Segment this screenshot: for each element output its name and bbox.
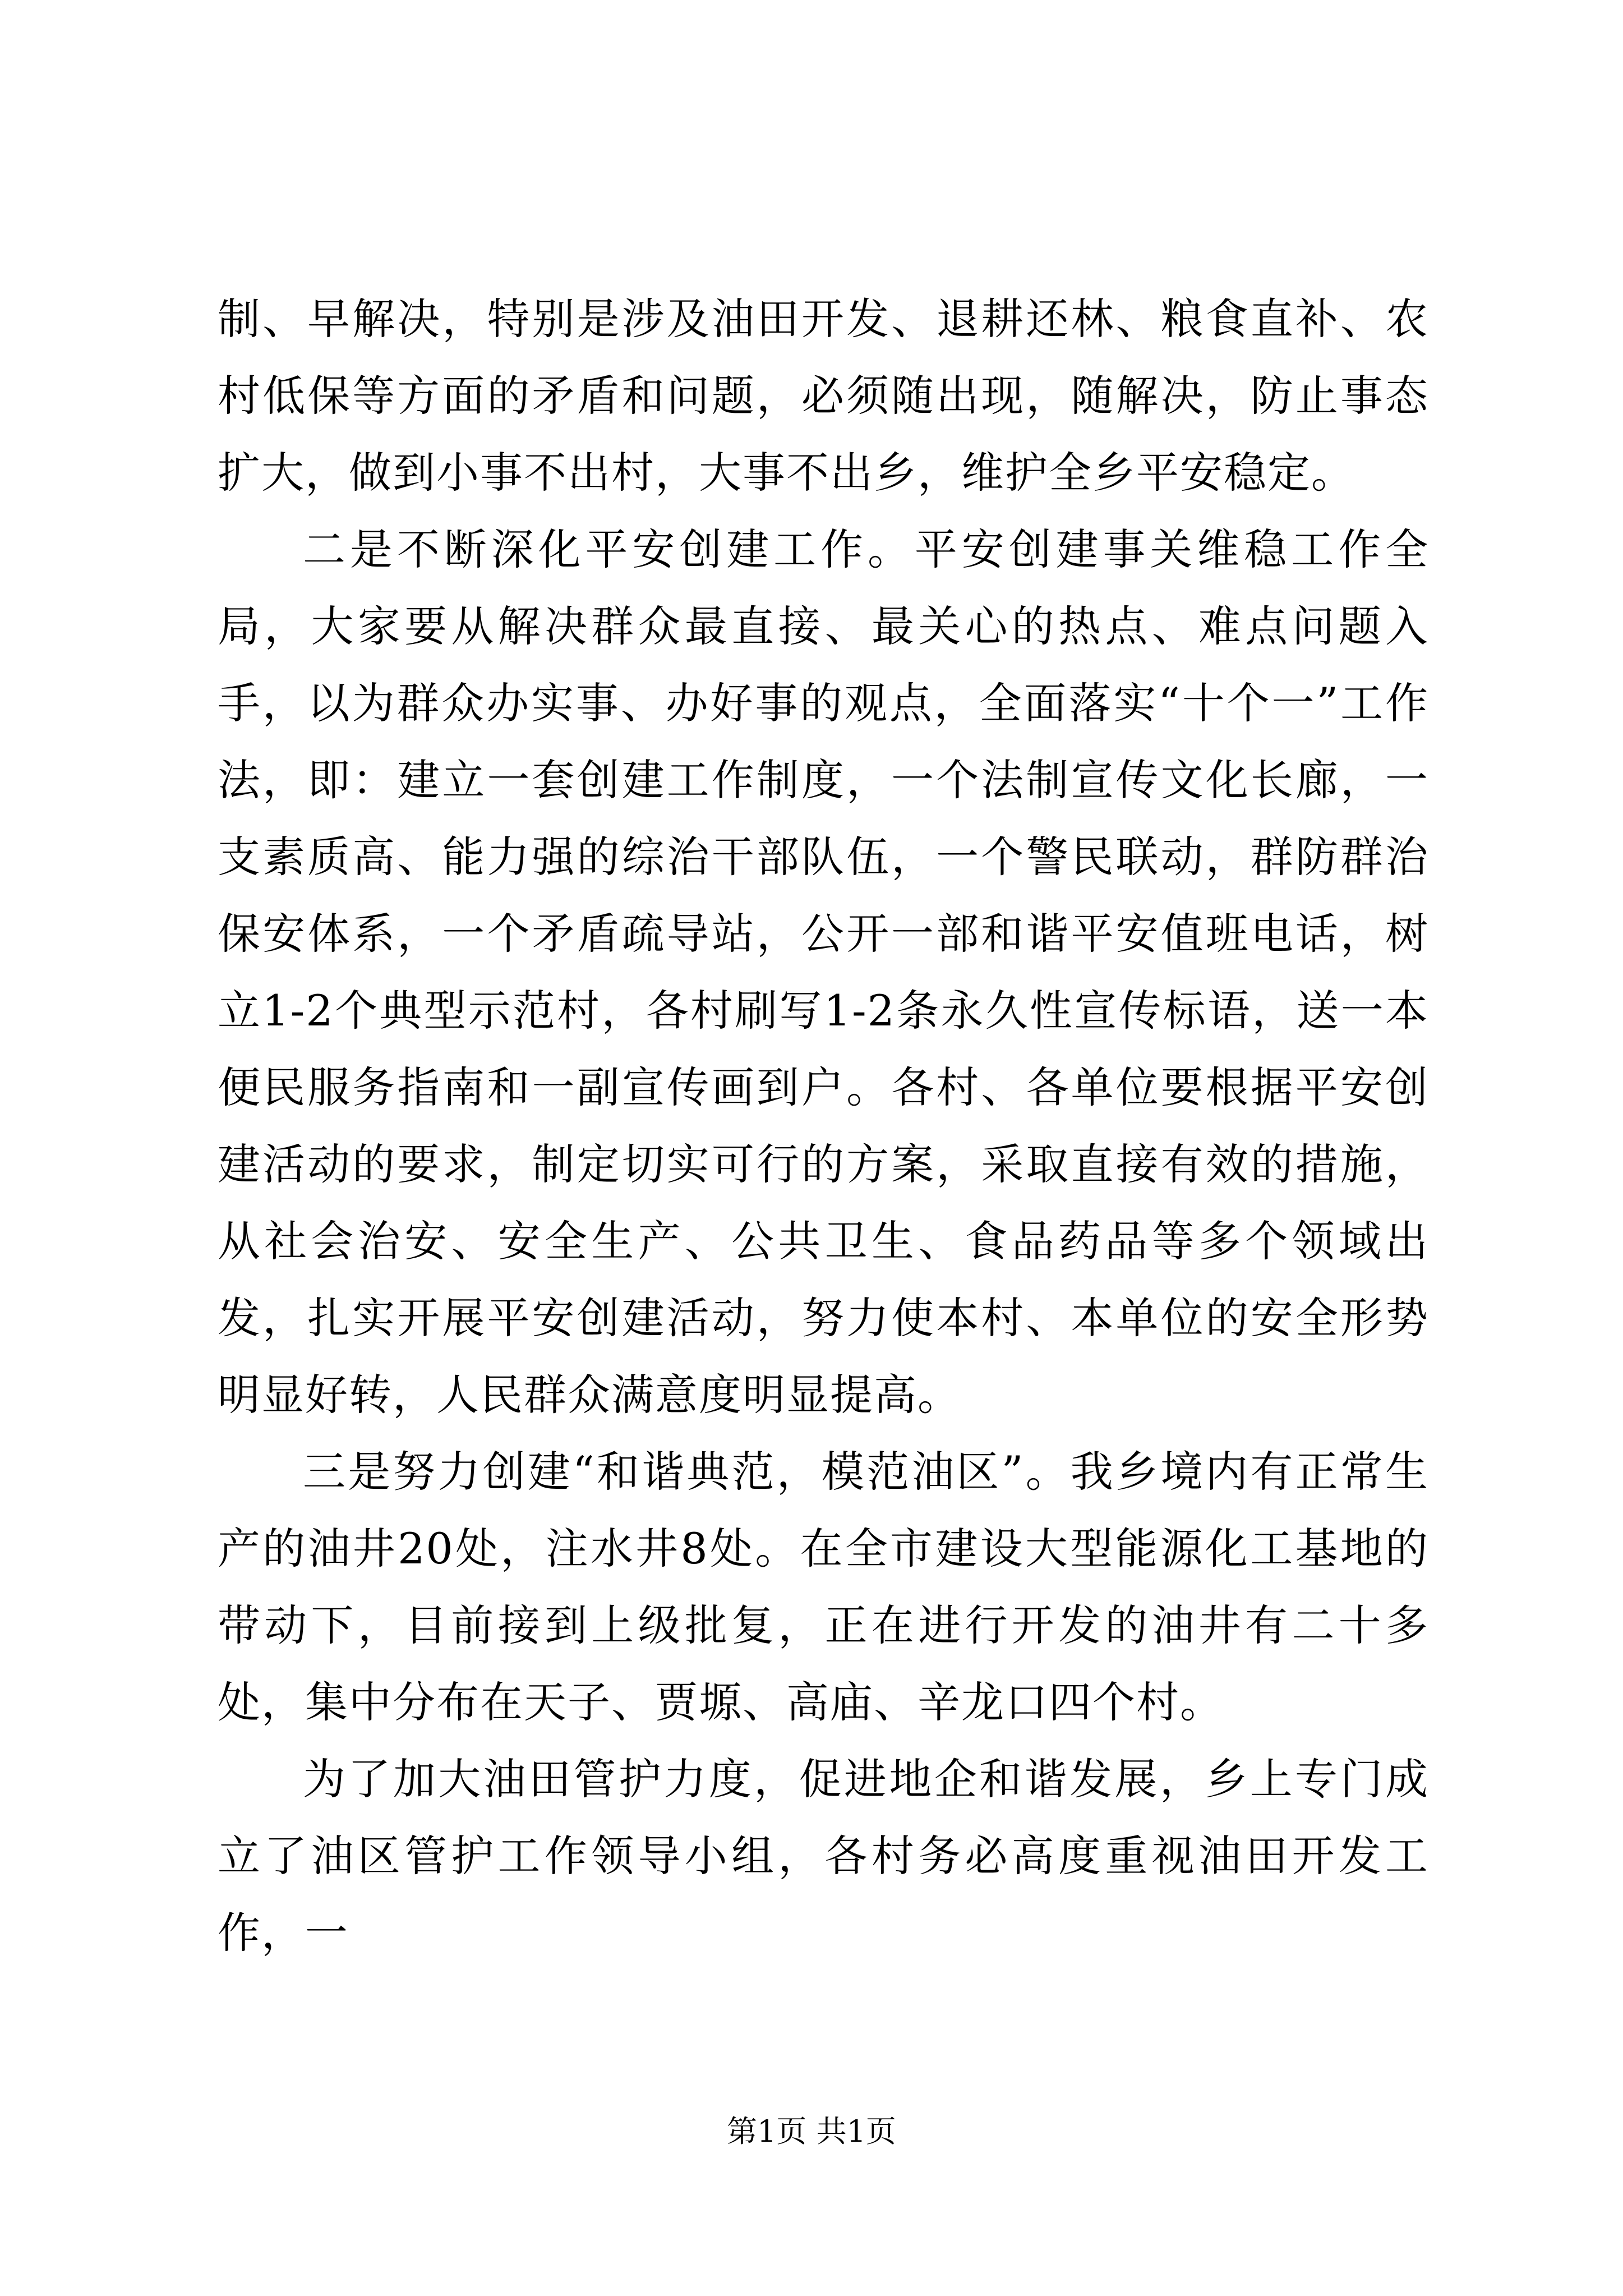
paragraph-oil-region: 三是努力创建“和谐典范，模范油区”。我乡境内有正常生产的油井20处，注水井8处。在全市建设大型能源化工基地的带动下，目前接到上级批复，正在进行开发的油井有二十多处，集中分布在天子、贾塬、高庙、辛龙口四个村。: [218, 1447, 1429, 1727]
document-body: [218, 280, 1429, 1971]
paragraph-continued: 制、早解决，特别是涉及油田开发、退耕还林、粮食直补、农村低保等方面的矛盾和问题，必须随出现，随解决，防止事态扩大，做到小事不出村，大事不出乡，维护全乡平安稳定。: [218, 294, 1429, 498]
page-footer: [0, 2112, 1623, 2151]
paragraph-oilfield-protection: 为了加大油田管护力度，促进地企和谐发展，乡上专门成立了油区管护工作领导小组，各村务必高度重视油田开发工作，一: [218, 1754, 1429, 1958]
page-number-label: 第1页 共1页: [727, 2114, 896, 2149]
paragraph-peace-creation: 二是不断深化平安创建工作。平安创建事关维稳工作全局，大家要从解决群众最直接、最关心的热点、难点问题入手，以为群众办实事、办好事的观点，全面落实“十个一”工作法，即：建立一套创建工作制度，一个法制宣传文化长廊，一支素质高、能力强的综治干部队伍，一个警民联动，群防群治保安体系，一个矛盾疏导站，公开一部和谐平安值班电话，树立1-2个典型示范村，各村刷写1-2条永久性宣传标语，送一本便民服务指南和一副宣传画到户。各村、各单位要根据平安创建活动的要求，制定切实可行的方案，采取直接有效的措施，从社会治安、安全生产、公共卫生、食品药品等多个领域出发，扎实开展平安创建活动，努力使本村、本单位的安全形势明显好转，人民群众满意度明显提高。: [218, 524, 1429, 1420]
